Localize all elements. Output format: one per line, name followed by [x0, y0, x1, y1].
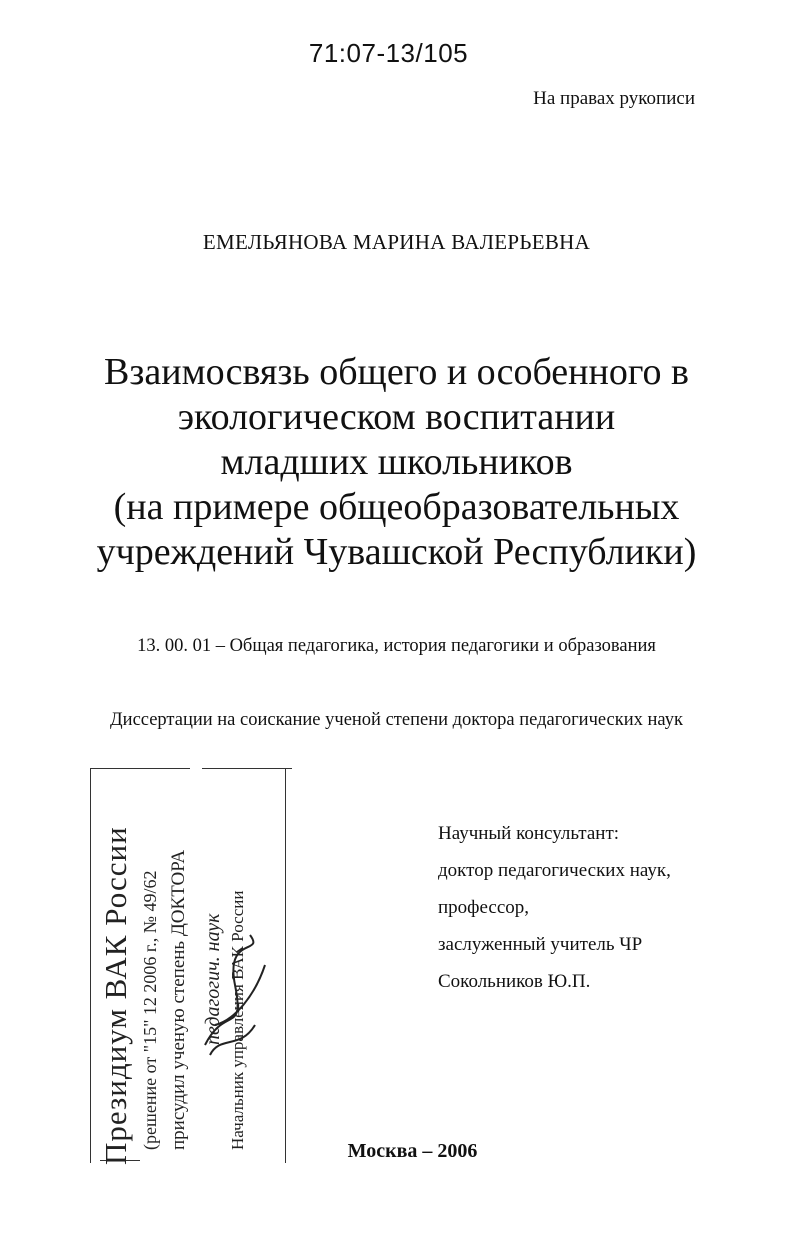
degree-statement: Диссертации на соискание ученой степени доктора педагогических наук [110, 710, 683, 730]
title-line: Взаимосвязь общего и особенного в [104, 351, 689, 393]
city-year: Москва – 2006 [347, 1140, 478, 1162]
signature-scribble [195, 925, 275, 1065]
specialty-code: 13. 00. 01 – Общая педагогика, история педагогики и образования [137, 636, 656, 656]
stamp-line: (решение от "15" 12 2006 г., № 49/62 [140, 870, 160, 1150]
rights-note: На правах рукописи [533, 88, 695, 109]
consultant-line: профессор, [438, 897, 530, 918]
stamp-left-rule [90, 768, 91, 1163]
dissertation-title [0, 350, 793, 575]
consultant-line: Сокольников Ю.П. [438, 971, 591, 992]
consultant-line: заслуженный учитель ЧР [438, 934, 643, 955]
stamp-line: присудил ученую степень ДОКТОРА [168, 849, 189, 1150]
title-line: младших школьников [220, 441, 573, 483]
stamp-right-rule [285, 768, 286, 1163]
vak-approval-stamp [80, 740, 310, 1180]
title-line: экологическом воспитании [177, 396, 616, 438]
consultant-line: Научный консультант: [438, 823, 620, 844]
title-line: учреждений Чувашской Республики) [96, 531, 697, 573]
consultant-line: доктор педагогических наук, [438, 860, 671, 881]
stamp-line: Президиум ВАК России [98, 826, 133, 1165]
catalog-number: 71:07-13/105 [308, 38, 469, 68]
stamp-line: педагогич. наук [202, 913, 224, 1045]
author-name: ЕМЕЛЬЯНОВА МАРИНА ВАЛЕРЬЕВНА [202, 230, 591, 254]
scientific-consultant [438, 815, 671, 1000]
title-line: (на примере общеобразовательных [113, 486, 680, 528]
stamp-top-rule [90, 768, 190, 769]
stamp-top-rule [202, 768, 292, 769]
stamp-line: Начальник управления ВАК России [228, 890, 247, 1150]
